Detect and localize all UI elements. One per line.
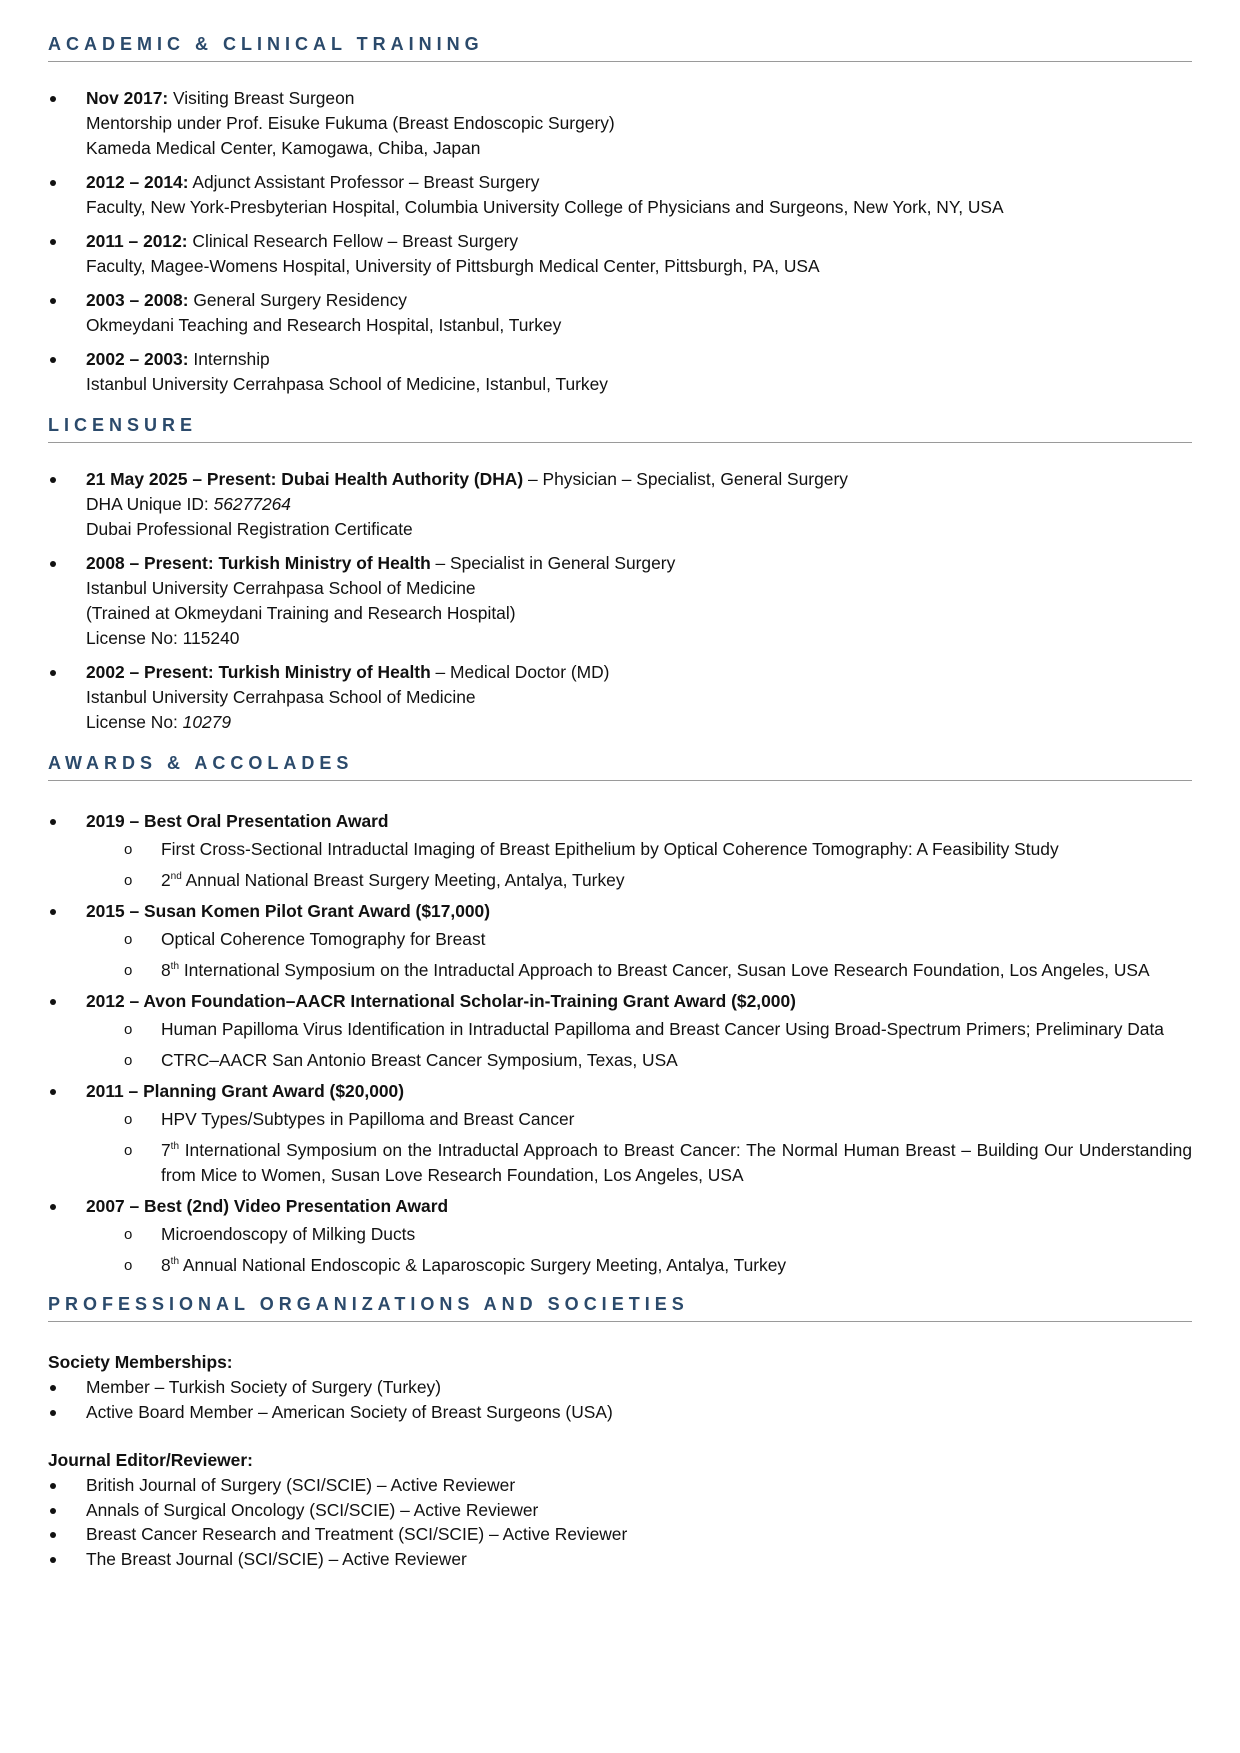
- entry-detail: Okmeydani Teaching and Research Hospital, Istanbul, Turkey: [86, 315, 562, 335]
- list-item: [48, 660, 1192, 735]
- license-no-label: License No:: [86, 712, 183, 732]
- licensure-section: [48, 415, 1192, 735]
- award-title: 2011 – Planning Grant Award ($20,000): [86, 1081, 404, 1101]
- entry-role: Adjunct Assistant Professor – Breast Surgery: [192, 172, 540, 192]
- section-title: LICENSURE: [48, 415, 1192, 443]
- list-item: [48, 989, 1192, 1073]
- entry-date: 2002 – 2003:: [86, 349, 189, 369]
- award-details: [86, 1017, 1192, 1073]
- awards-section: [48, 753, 1192, 1278]
- list-item: [48, 347, 1192, 397]
- entry-detail: Kameda Medical Center, Kamogawa, Chiba, Japan: [86, 138, 481, 158]
- ordinal-number: 7: [161, 1140, 171, 1160]
- award-detail: o Human Papilloma Virus Identification in Intraductal Papilloma and Breast Cancer Using Broad-Spectrum Primers; Preliminary Data: [86, 1017, 1192, 1042]
- organizations-section: [48, 1294, 1192, 1571]
- award-detail: o CTRC–AACR San Antonio Breast Cancer Symposium, Texas, USA: [86, 1048, 1192, 1073]
- ordinal-suffix: nd: [170, 871, 182, 883]
- society-list: [48, 1375, 1192, 1424]
- list-item: The Breast Journal (SCI/SCIE) – Active Reviewer: [48, 1547, 1192, 1572]
- list-item: [48, 288, 1192, 338]
- ordinal-number: 8: [161, 1255, 171, 1275]
- list-item: British Journal of Surgery (SCI/SCIE) – Active Reviewer: [48, 1473, 1192, 1498]
- award-detail: o Microendoscopy of Milking Ducts: [86, 1222, 1192, 1247]
- award-detail: o First Cross-Sectional Intraductal Imaging of Breast Epithelium by Optical Coherence Tomography: A Feasibility Study: [86, 837, 1192, 862]
- entry-date: 2012 – 2014:: [86, 172, 189, 192]
- license-heading: 2002 – Present: Turkish Ministry of Health: [86, 662, 431, 682]
- entry-date: 2003 – 2008:: [86, 290, 189, 310]
- list-item: [48, 467, 1192, 542]
- section-title: ACADEMIC & CLINICAL TRAINING: [48, 34, 1192, 62]
- ordinal-number: 2: [161, 870, 171, 890]
- license-role: – Medical Doctor (MD): [430, 662, 610, 682]
- entry-detail: Dubai Professional Registration Certificate: [86, 519, 413, 539]
- award-details: [86, 1107, 1192, 1188]
- list-item: [48, 170, 1192, 220]
- journal-heading: Journal Editor/Reviewer:: [48, 1450, 253, 1470]
- entry-role: Internship: [193, 349, 270, 369]
- entry-date: Nov 2017:: [86, 88, 169, 108]
- award-details: [86, 927, 1192, 983]
- entry-detail: (Trained at Okmeydani Training and Research Hospital): [86, 603, 516, 623]
- detail-text: International Symposium on the Intraductal Approach to Breast Cancer, Susan Love Research Foundation, Los Angeles, USA: [179, 960, 1150, 980]
- detail-text: Annual National Breast Surgery Meeting, Antalya, Turkey: [181, 870, 625, 890]
- license-heading: 21 May 2025 – Present: Dubai Health Authority (DHA): [86, 469, 524, 489]
- journal-list: [48, 1473, 1192, 1571]
- award-title: 2019 – Best Oral Presentation Award: [86, 811, 389, 831]
- entry-detail: Faculty, New York-Presbyterian Hospital, Columbia University College of Physicians and Surgeons, New York, NY, USA: [86, 197, 1004, 217]
- awards-list: [48, 809, 1192, 1278]
- award-detail: [86, 1138, 1192, 1188]
- license-no-value: 10279: [182, 712, 232, 732]
- training-list: [48, 86, 1192, 397]
- award-title: 2015 – Susan Komen Pilot Grant Award ($17,000): [86, 901, 491, 921]
- detail-text: Annual National Endoscopic & Laparoscopic Surgery Meeting, Antalya, Turkey: [179, 1255, 787, 1275]
- entry-detail: Istanbul University Cerrahpasa School of Medicine, Istanbul, Turkey: [86, 374, 608, 394]
- award-title: 2007 – Best (2nd) Video Presentation Award: [86, 1196, 449, 1216]
- entry-date: 2011 – 2012:: [86, 231, 188, 251]
- list-item: [48, 899, 1192, 983]
- list-item: [48, 86, 1192, 161]
- ordinal-suffix: th: [170, 1141, 180, 1153]
- list-item: [48, 551, 1192, 651]
- ordinal-suffix: th: [170, 1256, 180, 1268]
- list-item: [48, 809, 1192, 893]
- list-item: [48, 1079, 1192, 1188]
- award-detail: [86, 958, 1192, 983]
- entry-role: General Surgery Residency: [193, 290, 407, 310]
- award-details: [86, 1222, 1192, 1278]
- list-item: [48, 229, 1192, 279]
- list-item: [48, 1194, 1192, 1278]
- list-item: Active Board Member – American Society of Breast Surgeons (USA): [48, 1400, 1192, 1425]
- license-id-value: 56277264: [213, 494, 291, 514]
- ordinal-number: 8: [161, 960, 171, 980]
- section-title: AWARDS & ACCOLADES: [48, 753, 1192, 781]
- award-details: [86, 837, 1192, 893]
- entry-detail: Mentorship under Prof. Eisuke Fukuma (Breast Endoscopic Surgery): [86, 113, 615, 133]
- list-item: Annals of Surgical Oncology (SCI/SCIE) – Active Reviewer: [48, 1498, 1192, 1523]
- entry-detail: Faculty, Magee-Womens Hospital, University of Pittsburgh Medical Center, Pittsburgh, PA, USA: [86, 256, 820, 276]
- award-title: 2012 – Avon Foundation–AACR International Scholar-in-Training Grant Award ($2,000): [86, 991, 796, 1011]
- entry-role: Clinical Research Fellow – Breast Surgery: [192, 231, 519, 251]
- license-role: – Physician – Specialist, General Surgery: [523, 469, 848, 489]
- license-role: – Specialist in General Surgery: [430, 553, 676, 573]
- ordinal-suffix: th: [170, 961, 180, 973]
- award-detail: [86, 1253, 1192, 1278]
- section-title: PROFESSIONAL ORGANIZATIONS AND SOCIETIES: [48, 1294, 1192, 1322]
- academic-training-section: [48, 34, 1192, 397]
- licensure-list: [48, 467, 1192, 735]
- license-id-label: DHA Unique ID:: [86, 494, 214, 514]
- license-heading: 2008 – Present: Turkish Ministry of Health: [86, 553, 431, 573]
- entry-detail: Istanbul University Cerrahpasa School of Medicine: [86, 687, 476, 707]
- list-item: Member – Turkish Society of Surgery (Turkey): [48, 1375, 1192, 1400]
- detail-text: International Symposium on the Intraductal Approach to Breast Cancer: The Normal Human Breast – Building Our Understanding from Mice to Women, Susan Love Research Foundation, Los Angeles, USA: [161, 1140, 1192, 1185]
- entry-role: Visiting Breast Surgeon: [173, 88, 355, 108]
- society-heading: Society Memberships:: [48, 1352, 233, 1372]
- list-item: Breast Cancer Research and Treatment (SCI/SCIE) – Active Reviewer: [48, 1522, 1192, 1547]
- entry-detail: Istanbul University Cerrahpasa School of Medicine: [86, 578, 476, 598]
- award-detail: o HPV Types/Subtypes in Papilloma and Breast Cancer: [86, 1107, 1192, 1132]
- entry-detail: License No: 115240: [86, 628, 240, 648]
- award-detail: [86, 868, 1192, 893]
- award-detail: o Optical Coherence Tomography for Breast: [86, 927, 1192, 952]
